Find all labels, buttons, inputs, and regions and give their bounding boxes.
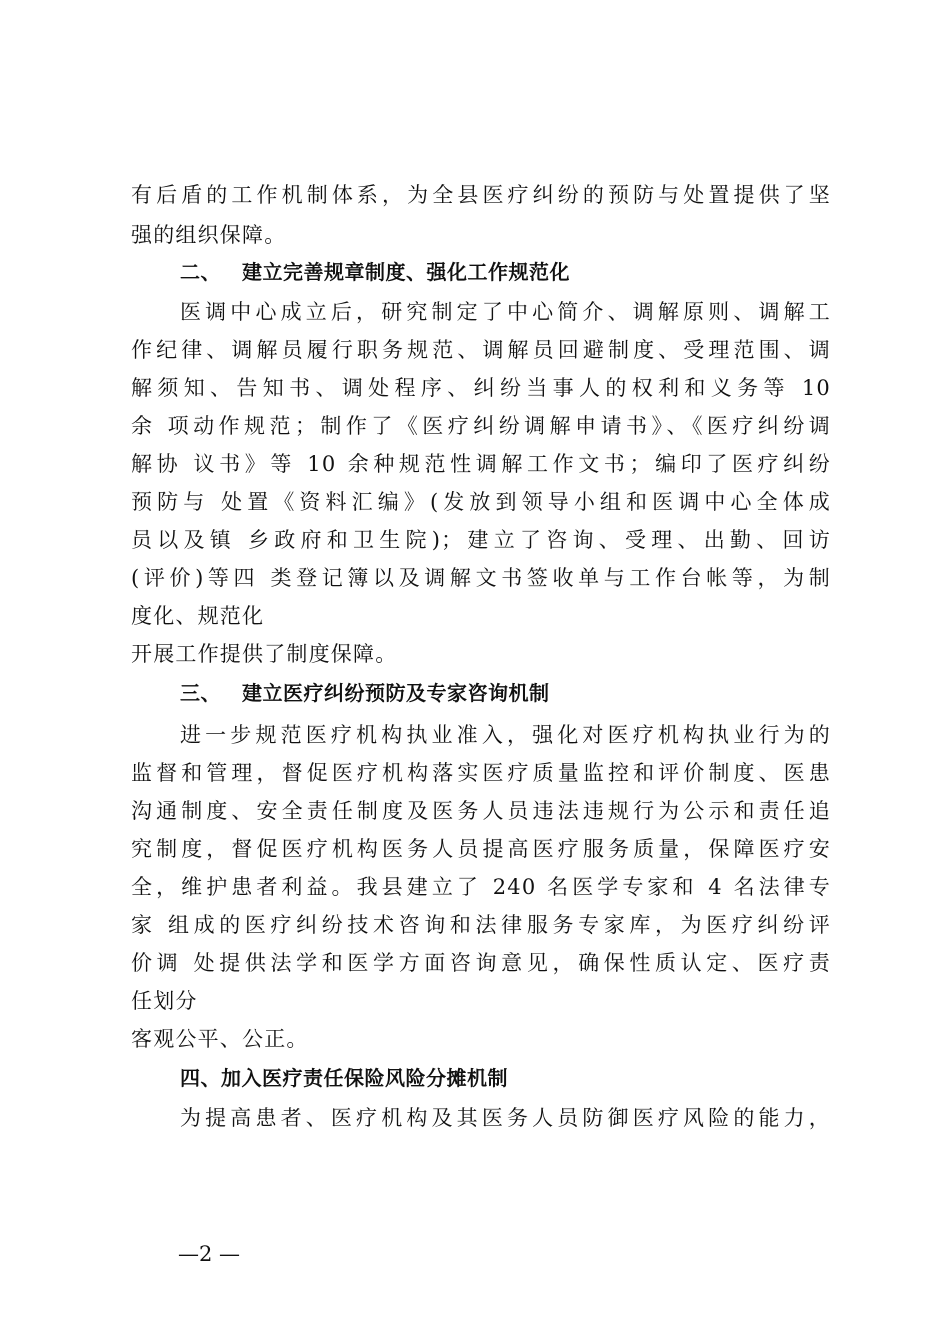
paragraph-line: 家 组成的医疗纠纷技术咨询和法律服务专家库，为医疗纠纷评: [131, 913, 831, 937]
paragraph-line: 沟通制度、安全责任制度及医务人员违法违规行为公示和责任追: [131, 799, 831, 823]
paragraph-line: 强的组织保障。: [131, 223, 287, 247]
section-title: 建立医疗纠纷预防及专家咨询机制: [242, 681, 550, 705]
paragraph-line: 任划分: [131, 989, 198, 1013]
paragraph-line: 客观公平、公正。: [131, 1027, 309, 1051]
paragraph-line: 进一步规范医疗机构执业准入，强化对医疗机构执业行为的: [180, 723, 831, 747]
paragraph-line: 解协 议书》等 10 余种规范性调解工作文书；编印了医疗纠纷: [131, 452, 831, 476]
section-number: 三、: [180, 681, 221, 705]
paragraph-line: 员以及镇 乡政府和卫生院)；建立了咨询、受理、出勤、回访: [131, 528, 831, 552]
paragraph-line: 为提高患者、医疗机构及其医务人员防御医疗风险的能力，: [180, 1106, 831, 1130]
paragraph-line: 余 项动作规范；制作了《医疗纠纷调解申请书》、《医疗纠纷调: [131, 414, 831, 438]
paragraph-line: 开展工作提供了制度保障。: [131, 642, 398, 666]
paragraph-line: 预防与 处置《资料汇编》(发放到领导小组和医调中心全体成: [131, 490, 831, 514]
paragraph-line: 有后盾的工作机制体系，为全县医疗纠纷的预防与处置提供了坚: [131, 183, 831, 207]
paragraph-line: 解须知、告知书、调处程序、纠纷当事人的权利和义务等 10: [131, 376, 831, 400]
paragraph-line: 医调中心成立后，研究制定了中心简介、调解原则、调解工: [180, 300, 831, 324]
section-heading-2: [180, 258, 830, 286]
paragraph-line: 作纪律、调解员履行职务规范、调解员回避制度、受理范围、调: [131, 338, 831, 362]
paragraph-line: 价调 处提供法学和医学方面咨询意见，确保性质认定、医疗责: [131, 951, 831, 975]
paragraph-line: 全，维护患者利益。我县建立了 240 名医学专家和 4 名法律专: [131, 875, 831, 899]
section-title: 建立完善规章制度、强化工作规范化: [242, 260, 570, 284]
section-number: 二、: [180, 260, 221, 284]
section-heading-3: [180, 679, 830, 707]
paragraph-line: (评价)等四 类登记簿以及调解文书签收单与工作台帐等，为制: [131, 566, 831, 590]
page-number: —2 —: [178, 1242, 241, 1266]
paragraph-line: 度化、规范化: [131, 604, 265, 628]
paragraph-line: 监督和管理，督促医疗机构落实医疗质量监控和评价制度、医患: [131, 761, 831, 785]
paragraph-line: 究制度，督促医疗机构医务人员提高医疗服务质量，保障医疗安: [131, 837, 831, 861]
section-heading-4: 四、加入医疗责任保险风险分摊机制: [180, 1066, 508, 1090]
